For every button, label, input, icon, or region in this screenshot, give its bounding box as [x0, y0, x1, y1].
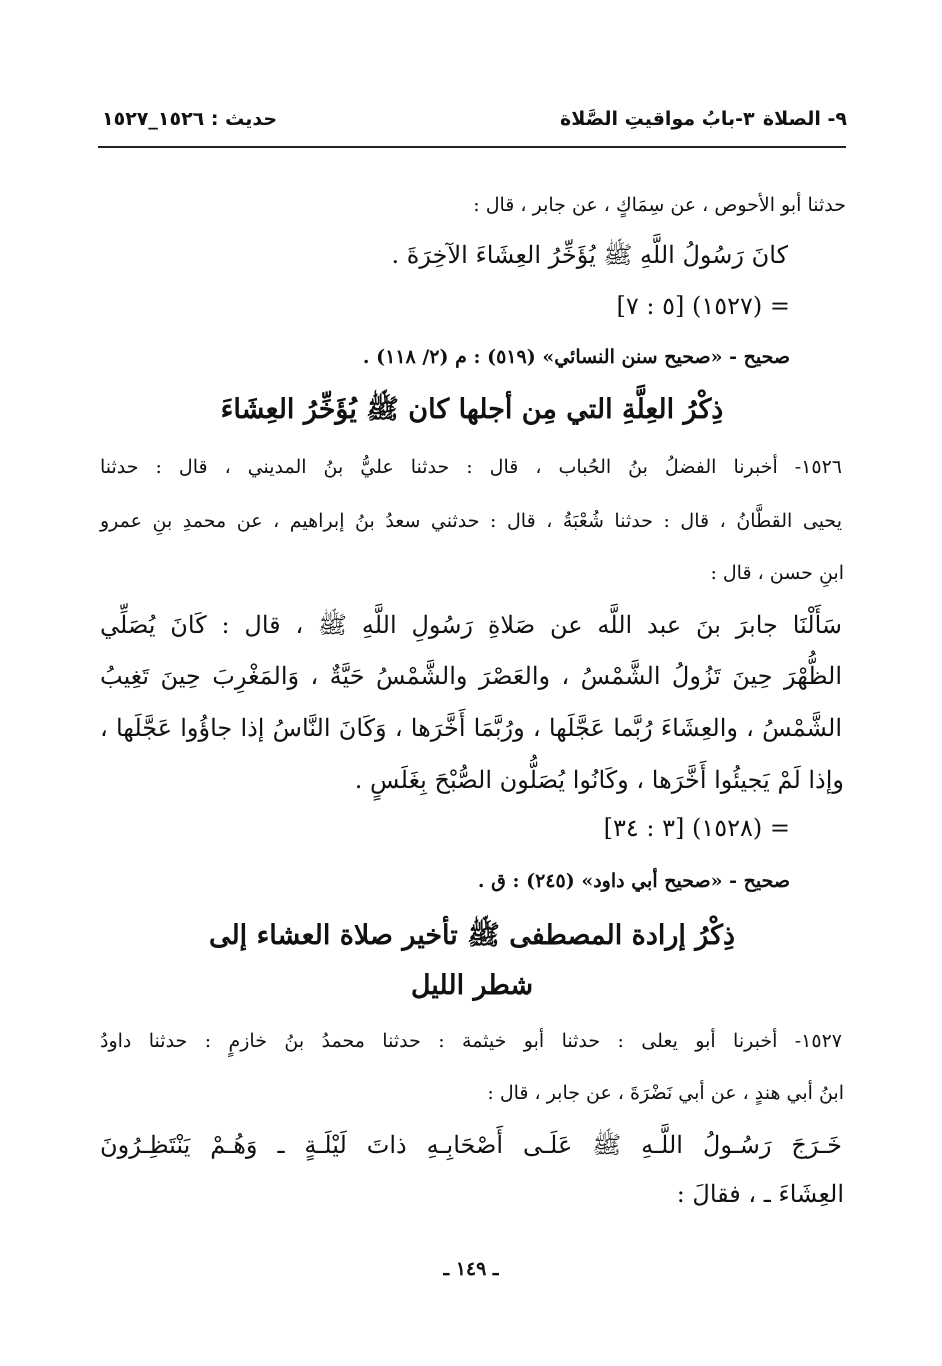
hadith-text-line-3: الظُّهْرَ حِينَ تَزُولُ الشَّمْسُ ، والعَصْرَ والشَّمْسُ حَيَّةٌ ، وَالمَغْرِبَ حِينَ تَغِيبُ — [100, 662, 842, 690]
chain-line-3: يحيى القطَّانُ ، قال : حدثنا شُعْبَةُ ، قال : حدثني سعدُ بنُ إبراهيم ، عن محمدِ بنِ عمرو — [100, 510, 842, 532]
chain-line-2: ١٥٢٦- أخبرنا الفضلُ بنُ الحُباب ، قال : حدثنا عليُّ بنُ المديني ، قال : حدثنا — [100, 456, 842, 478]
hadith-text-line-5: وإذا لَمْ يَجيئُوا أَخَّرَها ، وكَانُوا يُصَلُّون الصُّبْحَ بِغَلَسٍ . — [354, 766, 844, 794]
grading-note-1: صحيح - «صحيح سنن النسائي» (٥١٩) : م (٢/ ١١٨) . — [362, 346, 790, 368]
chain-line-6: ابنُ أبي هندٍ ، عن أبي نَضْرَةَ ، عن جابر ، قال : — [487, 1082, 844, 1104]
header-rule — [98, 146, 846, 148]
chain-line-4: ابنِ حسن ، قال : — [710, 562, 844, 584]
section-title: ٣-بابُ مواقيتِ الصَّلاة — [560, 108, 755, 130]
hadith-text-line-7: العِشَاءَ ـ ، فقالَ : — [676, 1180, 844, 1208]
chapter-heading-2-continued: شطر الليل — [410, 970, 534, 1001]
chain-line-5: ١٥٢٧- أخبرنا أبو يعلى : حدثنا أبو خيثمة : حدثنا محمدُ بنُ خازمٍ : حدثنا داودُ — [100, 1030, 842, 1052]
hadith-text-line-1: كانَ رَسُولُ اللَّهِ ﷺ يُؤَخِّرُ العِشَاءَ الآخِرَةَ . — [391, 241, 788, 269]
chain-line-1: حدثنا أبو الأحوص ، عن سِمَاكٍ ، عن جابر ، قال : — [473, 194, 846, 216]
chapter-heading-2: ذِكْرُ إرادة المصطفى ﷺ تأخير صلاة العشاء إلى — [208, 920, 736, 951]
page-number: ـ ١٤٩ ـ — [443, 1258, 499, 1280]
cross-reference-1: = (١٥٢٧) [٥ : ٧] — [616, 292, 790, 320]
hadith-text-line-2: سَأَلْنَا جابرَ بنَ عبد اللَّه عن صَلاةِ رَسُولِ اللَّهِ ﷺ ، قال : كَانَ يُصَلِّي — [100, 611, 843, 639]
hadith-text-line-4: الشَّمْسُ ، والعِشَاءَ رُبَّما عَجَّلَها ، ورُبَّمَا أَخَّرَها ، وَكَانَ النَّاسُ إذا جاؤُوا عَجَّلَها ، — [100, 714, 842, 742]
chapter-title: ٩- الصلاة — [762, 108, 847, 130]
grading-note-2: صحيح - «صحيح أبي داود» (٢٤٥) : ق . — [477, 870, 790, 892]
cross-reference-2: = (١٥٢٨) [٣ : ٣٤] — [603, 814, 790, 842]
chapter-heading-1: ذِكْرُ العِلَّةِ التي مِن أجلها كان ﷺ يُؤَخِّرُ العِشَاءَ — [220, 394, 724, 425]
hadith-text-line-6: خَـرَجَ رَسُـولُ اللَّـهِ ﷺ عَلَـى أَصْحَابِـهِ ذاتَ لَيْلَـةٍ ـ وَهُـمْ يَنْتَظِـرُونَ — [100, 1131, 842, 1159]
hadith-range: حديث : ١٥٢٦_١٥٢٧ — [102, 108, 278, 130]
